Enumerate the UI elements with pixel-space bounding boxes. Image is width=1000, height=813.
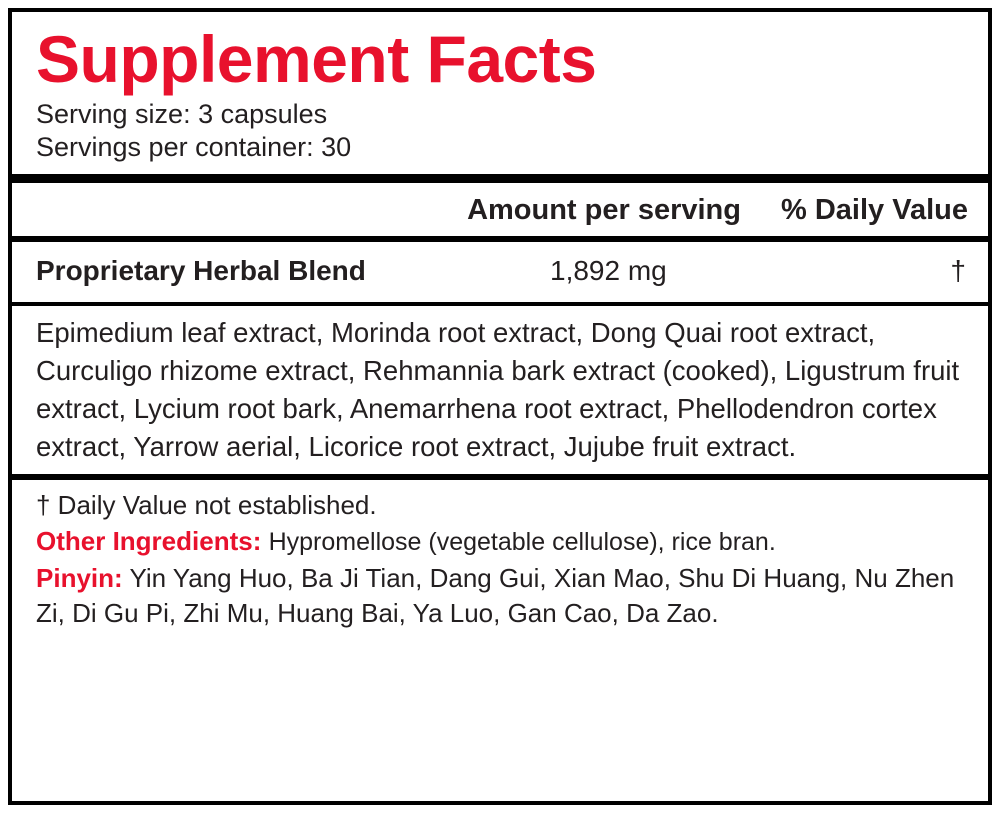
- other-ingredients-value: Hypromellose (vegetable cellulose), rice bran.: [268, 528, 776, 556]
- ingredient-list: Epimedium leaf extract, Morinda root extract, Dong Quai root extract, Curculigo rhizome extract, Rehmannia bark extract (cooked), Ligustrum fruit extract, Lycium root bark, Anemarrhena root extract, Phellodendron cortex extract, Yarrow aerial, Licorice root extract, Jujube fruit extract.: [36, 317, 960, 462]
- footnotes-wrap: [12, 480, 988, 631]
- serving-size-line: Serving size: 3 capsules: [36, 99, 328, 129]
- servings-per-container-line: Servings per container: 30: [36, 132, 352, 162]
- other-ingredients-line: [36, 524, 970, 560]
- other-ingredients-label: Other Ingredients:: [36, 526, 262, 556]
- blend-row-wrap: [12, 242, 988, 302]
- row-name: Proprietary Herbal Blend: [36, 255, 366, 286]
- supplement-facts-panel: [8, 8, 992, 805]
- page-title: Supplement Facts: [36, 22, 597, 96]
- column-header-daily-value: % Daily Value: [781, 194, 968, 226]
- pinyin-line: [36, 561, 970, 631]
- table-row: [30, 244, 974, 302]
- table-header-row: [30, 185, 974, 236]
- row-daily-value: †: [950, 255, 966, 286]
- columns-header-wrap: [12, 183, 988, 236]
- footnotes: [30, 482, 974, 631]
- daily-value-footnote: † Daily Value not established.: [36, 490, 377, 520]
- panel-inner: [12, 12, 988, 164]
- ingredients-wrap: [12, 306, 988, 474]
- row-amount: 1,892 mg: [550, 255, 667, 286]
- divider-thick-top: [12, 174, 988, 183]
- pinyin-label: Pinyin:: [36, 563, 123, 593]
- column-header-amount: Amount per serving: [467, 194, 741, 226]
- pinyin-value: Yin Yang Huo, Ba Ji Tian, Dang Gui, Xian Mao, Shu Di Huang, Nu Zhen Zi, Di Gu Pi, Zhi Mu, Huang Bai, Ya Luo, Gan Cao, Da Zao.: [36, 563, 955, 628]
